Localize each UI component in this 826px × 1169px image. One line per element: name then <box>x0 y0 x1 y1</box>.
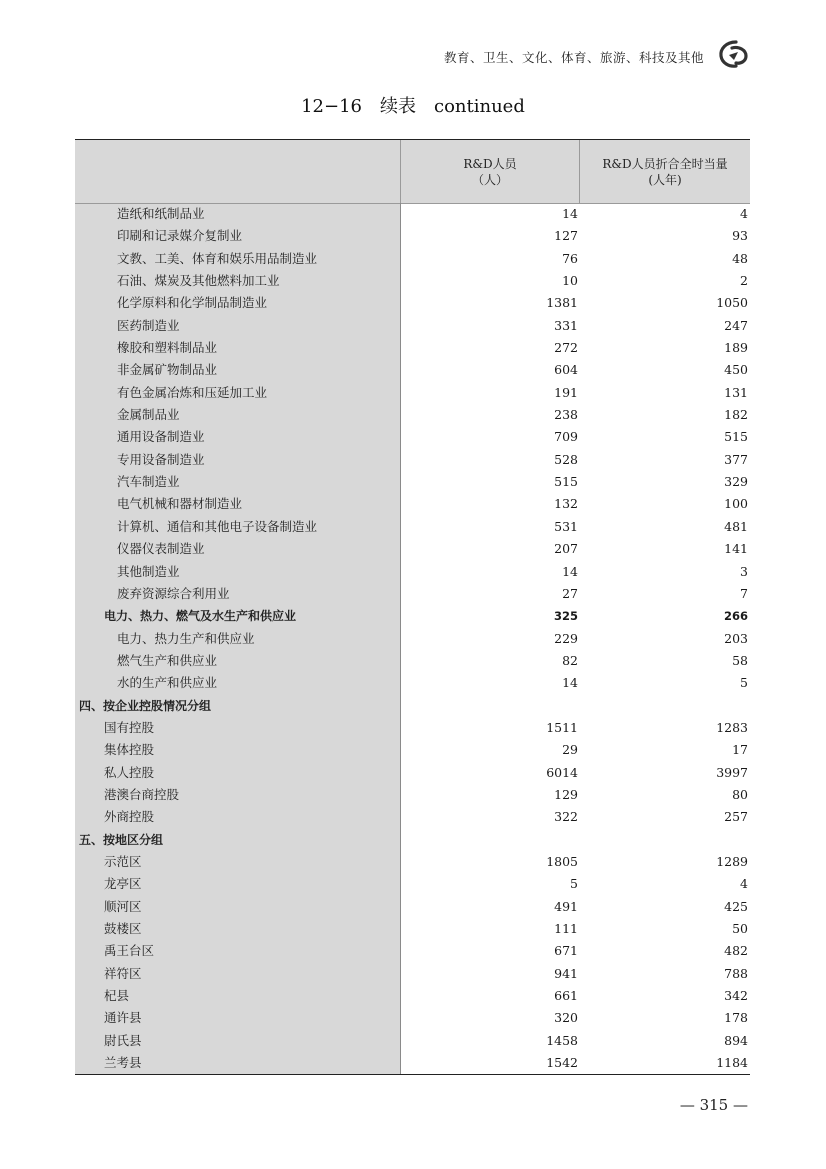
rd-personnel-value: 941 <box>554 965 578 981</box>
full-time-equivalent-value: 141 <box>724 541 748 557</box>
rd-personnel-value: 1381 <box>546 295 578 311</box>
full-time-equivalent-value: 482 <box>724 943 748 959</box>
table-row <box>75 315 750 337</box>
full-time-equivalent-value: 178 <box>724 1010 748 1026</box>
full-time-equivalent-value: 93 <box>732 228 748 244</box>
row-label: 通许县 <box>104 1010 142 1026</box>
table-row <box>75 851 750 873</box>
rd-personnel-value: 322 <box>554 809 578 825</box>
full-time-equivalent-value: 203 <box>724 630 748 646</box>
row-label: 废弃资源综合利用业 <box>117 585 230 601</box>
full-time-equivalent-value: 894 <box>724 1032 748 1048</box>
table-bottom-rule <box>75 1074 750 1075</box>
full-time-equivalent-value: 4 <box>740 206 748 221</box>
row-label: 祥符区 <box>104 965 142 981</box>
row-label: 印刷和记录媒介复制业 <box>117 228 243 244</box>
full-time-equivalent-value: 7 <box>740 585 748 601</box>
rd-personnel-value: 491 <box>554 898 578 914</box>
table-row <box>75 963 750 985</box>
row-label: 医药制造业 <box>117 317 180 333</box>
table-row <box>75 404 750 426</box>
full-time-equivalent-value: 425 <box>724 898 748 914</box>
table-row <box>75 583 750 605</box>
table-number: 12−16 <box>301 96 362 117</box>
rd-personnel-value: 320 <box>554 1010 578 1026</box>
running-head: 教育、卫生、文化、体育、旅游、科技及其他 <box>443 50 704 65</box>
table-row <box>75 248 750 270</box>
row-label: 有色金属冶炼和压延加工业 <box>117 384 268 400</box>
full-time-equivalent-value: 481 <box>724 518 748 534</box>
full-time-equivalent-value: 58 <box>732 652 748 668</box>
rd-personnel-value: 27 <box>562 585 578 601</box>
full-time-equivalent-value: 515 <box>724 429 748 445</box>
full-time-equivalent-value: 788 <box>724 965 748 981</box>
row-label: 龙亭区 <box>104 876 142 892</box>
table-row <box>75 896 750 918</box>
full-time-equivalent-value: 189 <box>724 340 748 356</box>
full-time-equivalent-value: 1050 <box>716 295 748 311</box>
rd-personnel-value: 1542 <box>546 1055 578 1071</box>
table-row <box>75 829 750 851</box>
rd-personnel-value: 207 <box>554 541 578 557</box>
rd-personnel-value: 10 <box>562 273 578 289</box>
rd-personnel-value: 238 <box>554 407 578 423</box>
row-label: 尉氏县 <box>104 1032 142 1048</box>
row-label: 专用设备制造业 <box>117 451 205 467</box>
rd-personnel-value: 1458 <box>546 1032 578 1048</box>
row-label: 橡胶和塑料制品业 <box>117 340 218 356</box>
full-time-equivalent-value: 182 <box>724 407 748 423</box>
table-row <box>75 784 750 806</box>
publication-logo-icon <box>716 38 752 70</box>
row-label: 国有控股 <box>104 719 155 735</box>
rd-personnel-value: 325 <box>553 609 578 624</box>
table-row <box>75 918 750 940</box>
rd-personnel-value: 82 <box>562 652 578 668</box>
full-time-equivalent-value: 257 <box>724 809 748 825</box>
full-time-equivalent-value: 342 <box>724 988 748 1004</box>
table-row <box>75 471 750 493</box>
row-label: 非金属矿物制品业 <box>117 362 218 378</box>
table-row <box>75 382 750 404</box>
rd-personnel-value: 528 <box>554 451 578 467</box>
rd-personnel-value: 229 <box>554 630 578 646</box>
full-time-equivalent-value: 1184 <box>716 1055 748 1071</box>
full-time-equivalent-value: 80 <box>732 786 748 802</box>
full-time-equivalent-value: 1289 <box>716 853 748 869</box>
table-row <box>75 1007 750 1029</box>
table-row <box>75 203 750 225</box>
full-time-equivalent-value: 100 <box>724 496 748 512</box>
table-row <box>75 516 750 538</box>
rd-personnel-value: 272 <box>554 340 578 356</box>
rd-personnel-value: 531 <box>554 518 578 534</box>
row-label: 其他制造业 <box>117 563 180 579</box>
row-label: 计算机、通信和其他电子设备制造业 <box>117 518 318 534</box>
table-row <box>75 538 750 560</box>
row-label: 燃气生产和供应业 <box>117 652 218 668</box>
rd-personnel-value: 1805 <box>546 853 578 869</box>
full-time-equivalent-value: 247 <box>724 317 748 333</box>
table-row <box>75 493 750 515</box>
rd-personnel-value: 709 <box>554 429 578 445</box>
rd-personnel-value: 29 <box>562 742 578 758</box>
table-row <box>75 650 750 672</box>
table-row <box>75 672 750 694</box>
rd-personnel-value: 76 <box>562 250 578 266</box>
table-row <box>75 806 750 828</box>
rd-personnel-value: 129 <box>554 786 578 802</box>
full-time-equivalent-value: 329 <box>724 474 748 490</box>
table-row <box>75 739 750 761</box>
full-time-equivalent-value: 4 <box>740 876 748 892</box>
table-row <box>75 426 750 448</box>
table-row <box>75 449 750 471</box>
full-time-equivalent-value: 48 <box>732 250 748 266</box>
row-label: 顺河区 <box>104 898 142 914</box>
row-label: 电力、热力生产和供应业 <box>117 630 255 646</box>
page-number: — 315 — <box>679 1096 748 1114</box>
row-label: 化学原料和化学制品制造业 <box>117 295 268 311</box>
rd-personnel-value: 661 <box>554 988 578 1004</box>
rd-personnel-value: 1511 <box>546 719 578 735</box>
table-title-cn: 续表 <box>380 96 416 117</box>
rd-personnel-value: 132 <box>554 496 578 512</box>
full-time-equivalent-value: 266 <box>723 609 748 624</box>
row-label: 私人控股 <box>104 764 155 780</box>
rd-personnel-value: 6014 <box>546 764 578 780</box>
full-time-equivalent-value: 1283 <box>716 719 748 735</box>
row-label: 鼓楼区 <box>104 921 142 936</box>
row-label: 杞县 <box>104 988 130 1004</box>
row-label: 石油、煤炭及其他燃料加工业 <box>117 273 280 289</box>
table-row <box>75 628 750 650</box>
table-row <box>75 292 750 314</box>
row-label: 文教、工美、体育和娱乐用品制造业 <box>117 250 318 266</box>
row-label: 兰考县 <box>104 1055 142 1071</box>
column-header-rd-personnel: R&D人员 （人） <box>463 157 517 187</box>
rd-personnel-value: 671 <box>554 943 578 959</box>
full-time-equivalent-value: 2 <box>740 273 748 289</box>
table-row <box>75 359 750 381</box>
rd-personnel-value: 14 <box>562 563 578 579</box>
full-time-equivalent-value: 17 <box>732 742 748 758</box>
full-time-equivalent-value: 3 <box>740 563 748 579</box>
table-row <box>75 717 750 739</box>
table-row <box>75 985 750 1007</box>
row-label: 四、按企业控股情况分组 <box>79 698 212 713</box>
column-header-full-time-equivalent: R&D人员折合全时当量 (人年) <box>602 157 728 187</box>
row-label: 通用设备制造业 <box>117 429 205 445</box>
rd-personnel-value: 515 <box>554 474 578 490</box>
full-time-equivalent-value: 450 <box>724 362 748 378</box>
full-time-equivalent-value: 50 <box>732 921 748 936</box>
table-row <box>75 561 750 583</box>
row-label: 金属制品业 <box>117 407 180 423</box>
row-label: 外商控股 <box>104 809 155 825</box>
full-time-equivalent-value: 131 <box>724 384 748 400</box>
table-title-en: continued <box>434 96 525 117</box>
row-label: 集体控股 <box>104 742 155 758</box>
rd-personnel-value: 14 <box>562 206 578 221</box>
rd-personnel-value: 191 <box>554 384 578 400</box>
rd-personnel-value: 5 <box>570 876 578 892</box>
table-top-rule <box>75 139 750 140</box>
row-label: 港澳台商控股 <box>104 786 180 802</box>
table-row <box>75 605 750 627</box>
row-label: 仪器仪表制造业 <box>117 541 205 557</box>
full-time-equivalent-value: 377 <box>724 451 748 467</box>
table-row <box>75 1052 750 1074</box>
table-title <box>0 92 826 118</box>
table-row <box>75 1030 750 1052</box>
table-row <box>75 337 750 359</box>
table-row <box>75 225 750 247</box>
table-row <box>75 873 750 895</box>
table-row <box>75 762 750 784</box>
table-row <box>75 270 750 292</box>
rd-personnel-value: 604 <box>554 362 578 378</box>
row-label: 示范区 <box>104 853 142 869</box>
rd-personnel-value: 14 <box>562 675 578 691</box>
table-row <box>75 940 750 962</box>
rd-personnel-value: 331 <box>554 317 578 333</box>
row-label: 电力、热力、燃气及水生产和供应业 <box>104 609 297 624</box>
row-label: 五、按地区分组 <box>79 832 164 847</box>
full-time-equivalent-value: 5 <box>740 675 748 691</box>
full-time-equivalent-value: 3997 <box>716 764 748 780</box>
table-body <box>75 203 750 1074</box>
row-label: 电气机械和器材制造业 <box>117 496 243 512</box>
rd-personnel-value: 127 <box>554 228 578 244</box>
rd-personnel-value: 111 <box>554 921 578 936</box>
table-row <box>75 695 750 717</box>
row-label: 禹王台区 <box>104 943 155 959</box>
row-label: 汽车制造业 <box>117 474 180 490</box>
row-label: 水的生产和供应业 <box>117 675 218 691</box>
row-label: 造纸和纸制品业 <box>117 206 205 221</box>
